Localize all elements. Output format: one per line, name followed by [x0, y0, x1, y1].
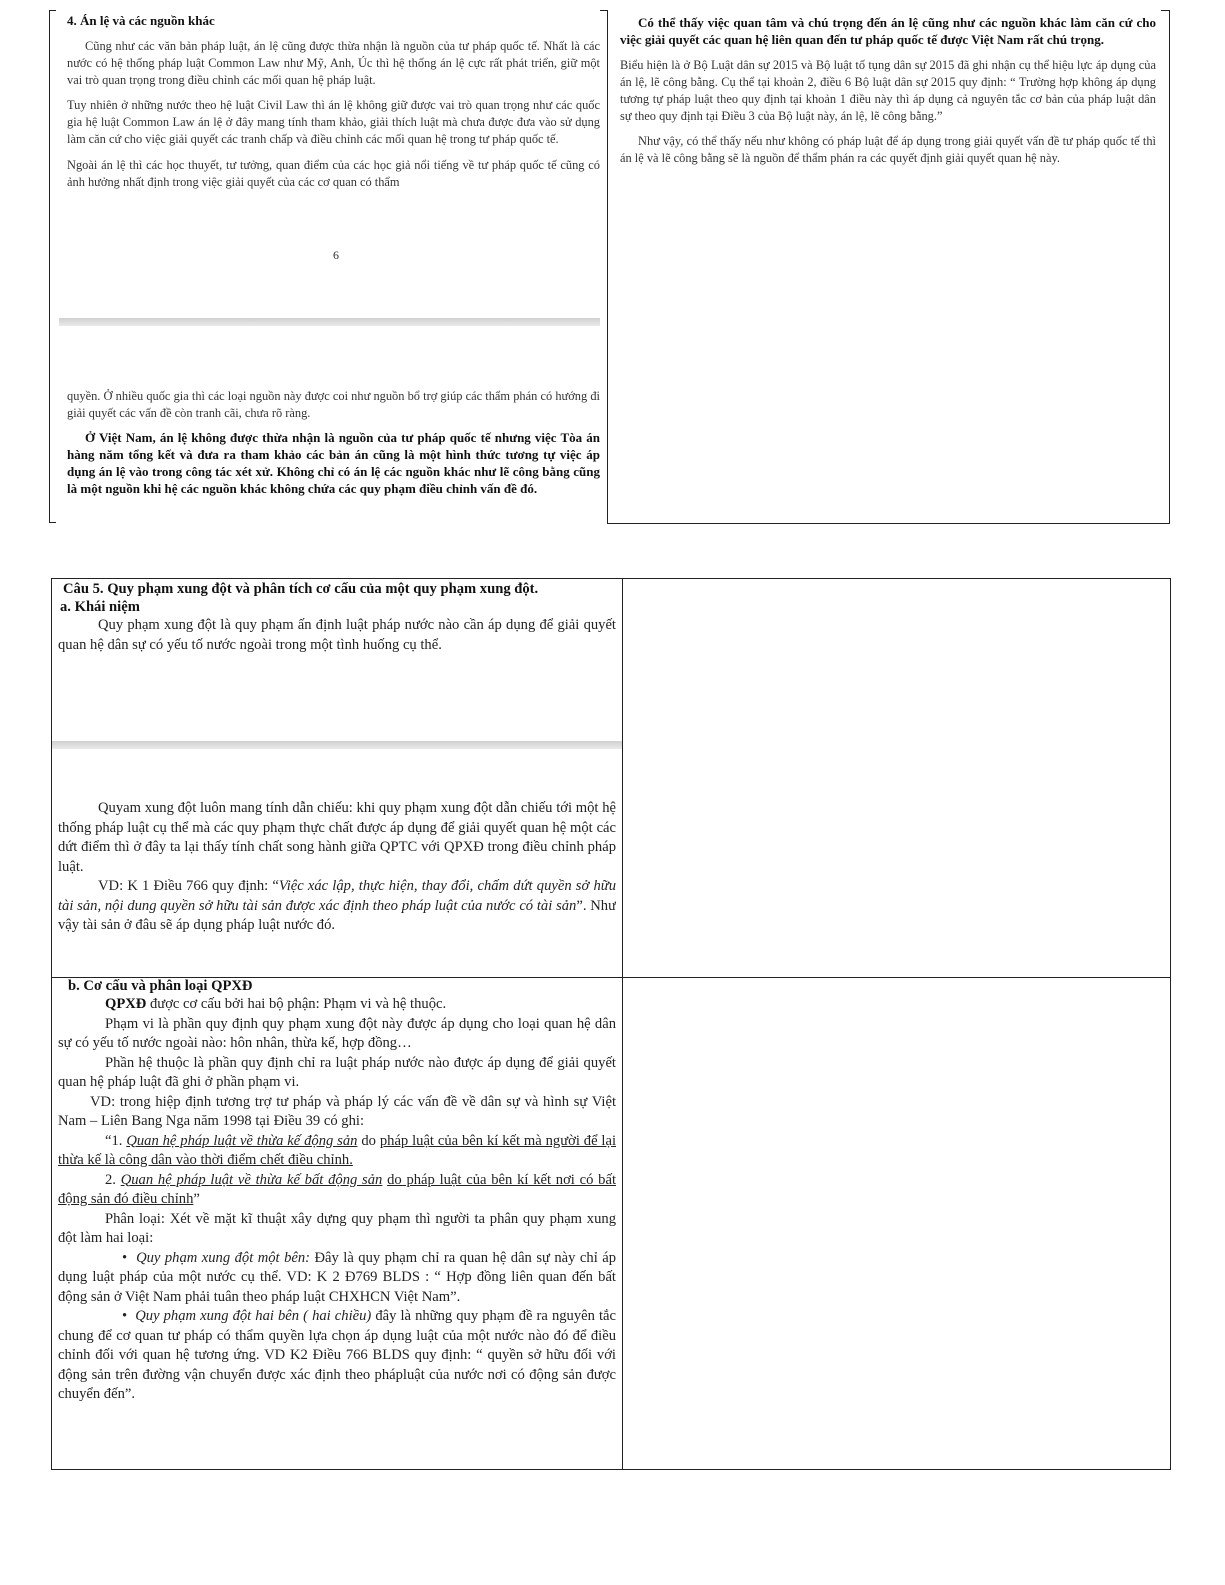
section-heading: 4. Án lệ và các nguồn khác: [67, 13, 215, 28]
top-divider-tick: [600, 10, 608, 11]
cell-concept-lower: [58, 799, 616, 977]
paragraph: Phân loại: Xét về mặt kĩ thuật xây dựng quy phạm thì người ta phân quy phạm xung đột làm hai loại:: [58, 1210, 616, 1246]
bold-paragraph: Ở Việt Nam, án lệ không được thừa nhận là nguồn của tư pháp quốc tế nhưng việc Tòa án hàng năm tổng kết và đưa ra tham khảo các bản án cũng là một hình thức tương tự việc áp dụng án lệ vào trong công tác xét xử. Không chỉ có án lệ các nguồn khác như lẽ công bằng cũng là một nguồn khi hệ các nguồn khác không chứa các quy phạm điều chỉnh vấn đề đó.: [67, 430, 600, 496]
bullet-icon: •: [122, 1308, 128, 1324]
paragraph: Cũng như các văn bản pháp luật, án lệ cũng được thừa nhận là nguồn của tư pháp quốc tế. Nhất là các nước có hệ thống pháp luật Common Law như Mỹ, Anh, Úc thì hệ thống án lệ cực rất phát triển, giữ một vai trò quan trọng trong điều chỉnh các mối quan hệ pháp luật.: [67, 39, 600, 87]
top-left-column-lower: [67, 388, 600, 524]
paragraph: Như vậy, có thể thấy nếu như không có pháp luật để áp dụng trong giải quyết vấn đề tư pháp quốc tế thì án lệ và lẽ công bằng sẽ là nguồn để thẩm phán ra các quyết định giải quyết quan hệ này.: [620, 134, 1156, 165]
paragraph: Tuy nhiên ở những nước theo hệ luật Civil Law thì án lệ không giữ được vai trò quan trọng như các quốc gia hệ luật Common Law án lệ ở đây mang tính tham khảo, giải thích luật mà chưa được đưa vào sử dụng làm căn cứ cho việc giải quyết các tranh chấp và điều chỉnh các mối quan hệ trong tư pháp quốc tế.: [67, 98, 600, 146]
page-number: 6: [333, 248, 339, 262]
abbr-bold: QPXĐ: [105, 996, 147, 1012]
bullet-title: Quy phạm xung đột một bên:: [136, 1249, 311, 1266]
quote-italic: Quan hệ pháp luật về thừa kế bất động sản: [120, 1171, 383, 1188]
example-prefix: VD: K 1 Điều 766 quy định: “: [98, 878, 279, 894]
example-paragraph: [58, 877, 616, 936]
bullet-item-2: [58, 1307, 616, 1405]
paragraph: quyền. Ở nhiều quốc gia thì các loại nguồn này được coi như nguồn bổ trợ giúp các thẩm phán có hướng đi giải quyết các vấn đề còn tranh cãi, chưa rõ ràng.: [67, 389, 600, 420]
subheading-a: a. Khái niệm: [60, 599, 140, 615]
bullet-text: đây là những quy phạm đề ra nguyên tắc chung để cơ quan tư pháp có thẩm quyền lựa chọn áp dụng luật của một nước nào đó để điều chỉnh đối với quan hệ tương ứng. VD K2 Điều 766 BLDS quy định: “ quyền sở hữu đối với động sản trên đường vận chuyển được xác định theo phápluật của nước nơi có động sản được chuyển đến”.: [58, 1308, 616, 1402]
page-break-separator: [59, 318, 600, 326]
example-quote: Việc xác lập, thực hiện, thay đổi, chấm dứt quyền sở hữu tài sản, nội dung quyền sở hữu tài sản được xác định theo pháp luật của nước có tài sản: [58, 878, 616, 914]
top-left-bracket-vertical: [49, 10, 50, 523]
quote-item-2: 2. Quan hệ pháp luật về thừa kế bất động sản do pháp luật của bên kí kết nơi có bất động sản đó điều chỉnh”: [58, 1171, 616, 1207]
paragraph: Quy phạm xung đột là quy phạm ấn định luật pháp nước nào cần áp dụng để giải quyết quan hệ dân sự có yếu tố nước ngoài trong một tình huống cụ thể.: [58, 617, 616, 653]
top-bottom-line: [607, 523, 1170, 524]
quote-italic: Quan hệ pháp luật về thừa kế động sản: [126, 1132, 358, 1149]
paragraph: Phạm vi là phần quy định quy phạm xung đột này được áp dụng cho loại quan hệ dân sự có yếu tố nước ngoài nào: hôn nhân, thừa kế, hợp đồng…: [58, 1015, 616, 1051]
paragraph-rest: được cơ cấu bởi hai bộ phận: Phạm vi và hệ thuộc.: [146, 996, 447, 1012]
paragraph: Phần hệ thuộc là phần quy định chỉ ra luật pháp nước nào được áp dụng để giải quyết quan hệ pháp luật đã ghi ở phần phạm vi.: [58, 1054, 616, 1090]
quote-underlined: pháp luật của bên kí kết mà người để lại thừa kế là công dân vào thời điểm chết điều chỉnh.: [58, 1132, 616, 1168]
quote-item-1: “1. Quan hệ pháp luật về thừa kế động sản do pháp luật của bên kí kết mà người để lại thừa kế là công dân vào thời điểm chết điều chỉnh.: [58, 1132, 616, 1168]
subheading-b: b. Cơ cấu và phân loại QPXĐ: [68, 978, 253, 994]
top-left-bracket-top: [49, 10, 56, 11]
bullet-title: Quy phạm xung đột hai bên ( hai chiều): [135, 1308, 372, 1324]
top-left-bracket-bottom: [49, 522, 56, 523]
bold-paragraph: Có thể thấy việc quan tâm và chú trọng đến án lệ cũng như các nguồn khác làm căn cứ cho việc giải quyết các quan hệ liên quan đến tư pháp quốc tế được Việt Nam rất chú trọng.: [620, 15, 1156, 47]
page-break-separator: [52, 741, 622, 749]
top-right-bracket-top: [1161, 10, 1170, 11]
bullet-icon: •: [122, 1249, 128, 1266]
bullet-item-1: [58, 1249, 616, 1308]
question-title: Câu 5. Quy phạm xung đột và phân tích cơ cấu của một quy phạm xung đột.: [63, 581, 539, 597]
bullet-text: Đây là quy phạm chỉ ra quan hệ dân sự này chỉ áp dụng luật pháp của một nước cụ thể. VD: K 2 Đ769 BLDS : “ Hợp đồng liên quan đến bất động sản ở Việt Nam phải tuân theo pháp luật CHXHCN Việt Nam”.: [58, 1249, 616, 1305]
paragraph: Biểu hiện là ở Bộ Luật dân sự 2015 và Bộ luật tố tụng dân sự 2015 đã ghi nhận cụ thể hiệu lực áp dụng của án lệ, lẽ công bằng. Cụ thể tại khoản 2, điều 6 Bộ luật dân sự 2015 quy định: “ Trường hợp không áp dụng tương tự pháp luật theo quy định tại khoản 1 điều này thì áp dụng cả nguyên tắc cơ bản của pháp luật dân sự theo quy định tại Điều 3 của Bộ luật này, án lệ, lẽ công bằng.”: [620, 58, 1156, 123]
paragraph: VD: trong hiệp định tương trợ tư pháp và pháp lý các vấn đề về dân sự và hình sự Việt Nam – Liên Bang Nga năm 1998 tại Điều 39 có ghi:: [58, 1093, 616, 1129]
top-right-column: [620, 14, 1156, 224]
example-suffix: ”. Như vậy tài sản ở đâu sẽ áp dụng pháp luật nước đó.: [58, 897, 616, 933]
top-right-bracket-vertical: [1169, 10, 1170, 524]
paragraph: [58, 995, 616, 1015]
table-column-divider: [622, 578, 623, 1470]
paragraph: Ngoài án lệ thì các học thuyết, tư tưởng, quan điểm của các học giả nổi tiếng về tư pháp quốc tế cũng có ảnh hưởng nhất định trong việc giải quyết của các cơ quan có thẩm: [67, 158, 600, 189]
cell-structure: [58, 977, 616, 1417]
top-divider-vertical: [607, 10, 608, 524]
top-left-column-upper: [67, 12, 600, 224]
cell-concept-upper: [58, 580, 616, 740]
quote-underlined: do pháp luật của bên kí kết nơi có bất động sản đó điều chỉnh: [58, 1171, 616, 1207]
paragraph: Quyam xung đột luôn mang tính dẫn chiếu: khi quy phạm xung đột dẫn chiếu tới một hệ thống pháp luật cụ thể mà các quy phạm thực chất được áp dụng để giải quyết quan hệ một các dứt điểm thì ở đây ta lại thấy tính chất song hành giữa QPTC với QPXĐ trong điều chỉnh pháp luật.: [58, 800, 616, 875]
